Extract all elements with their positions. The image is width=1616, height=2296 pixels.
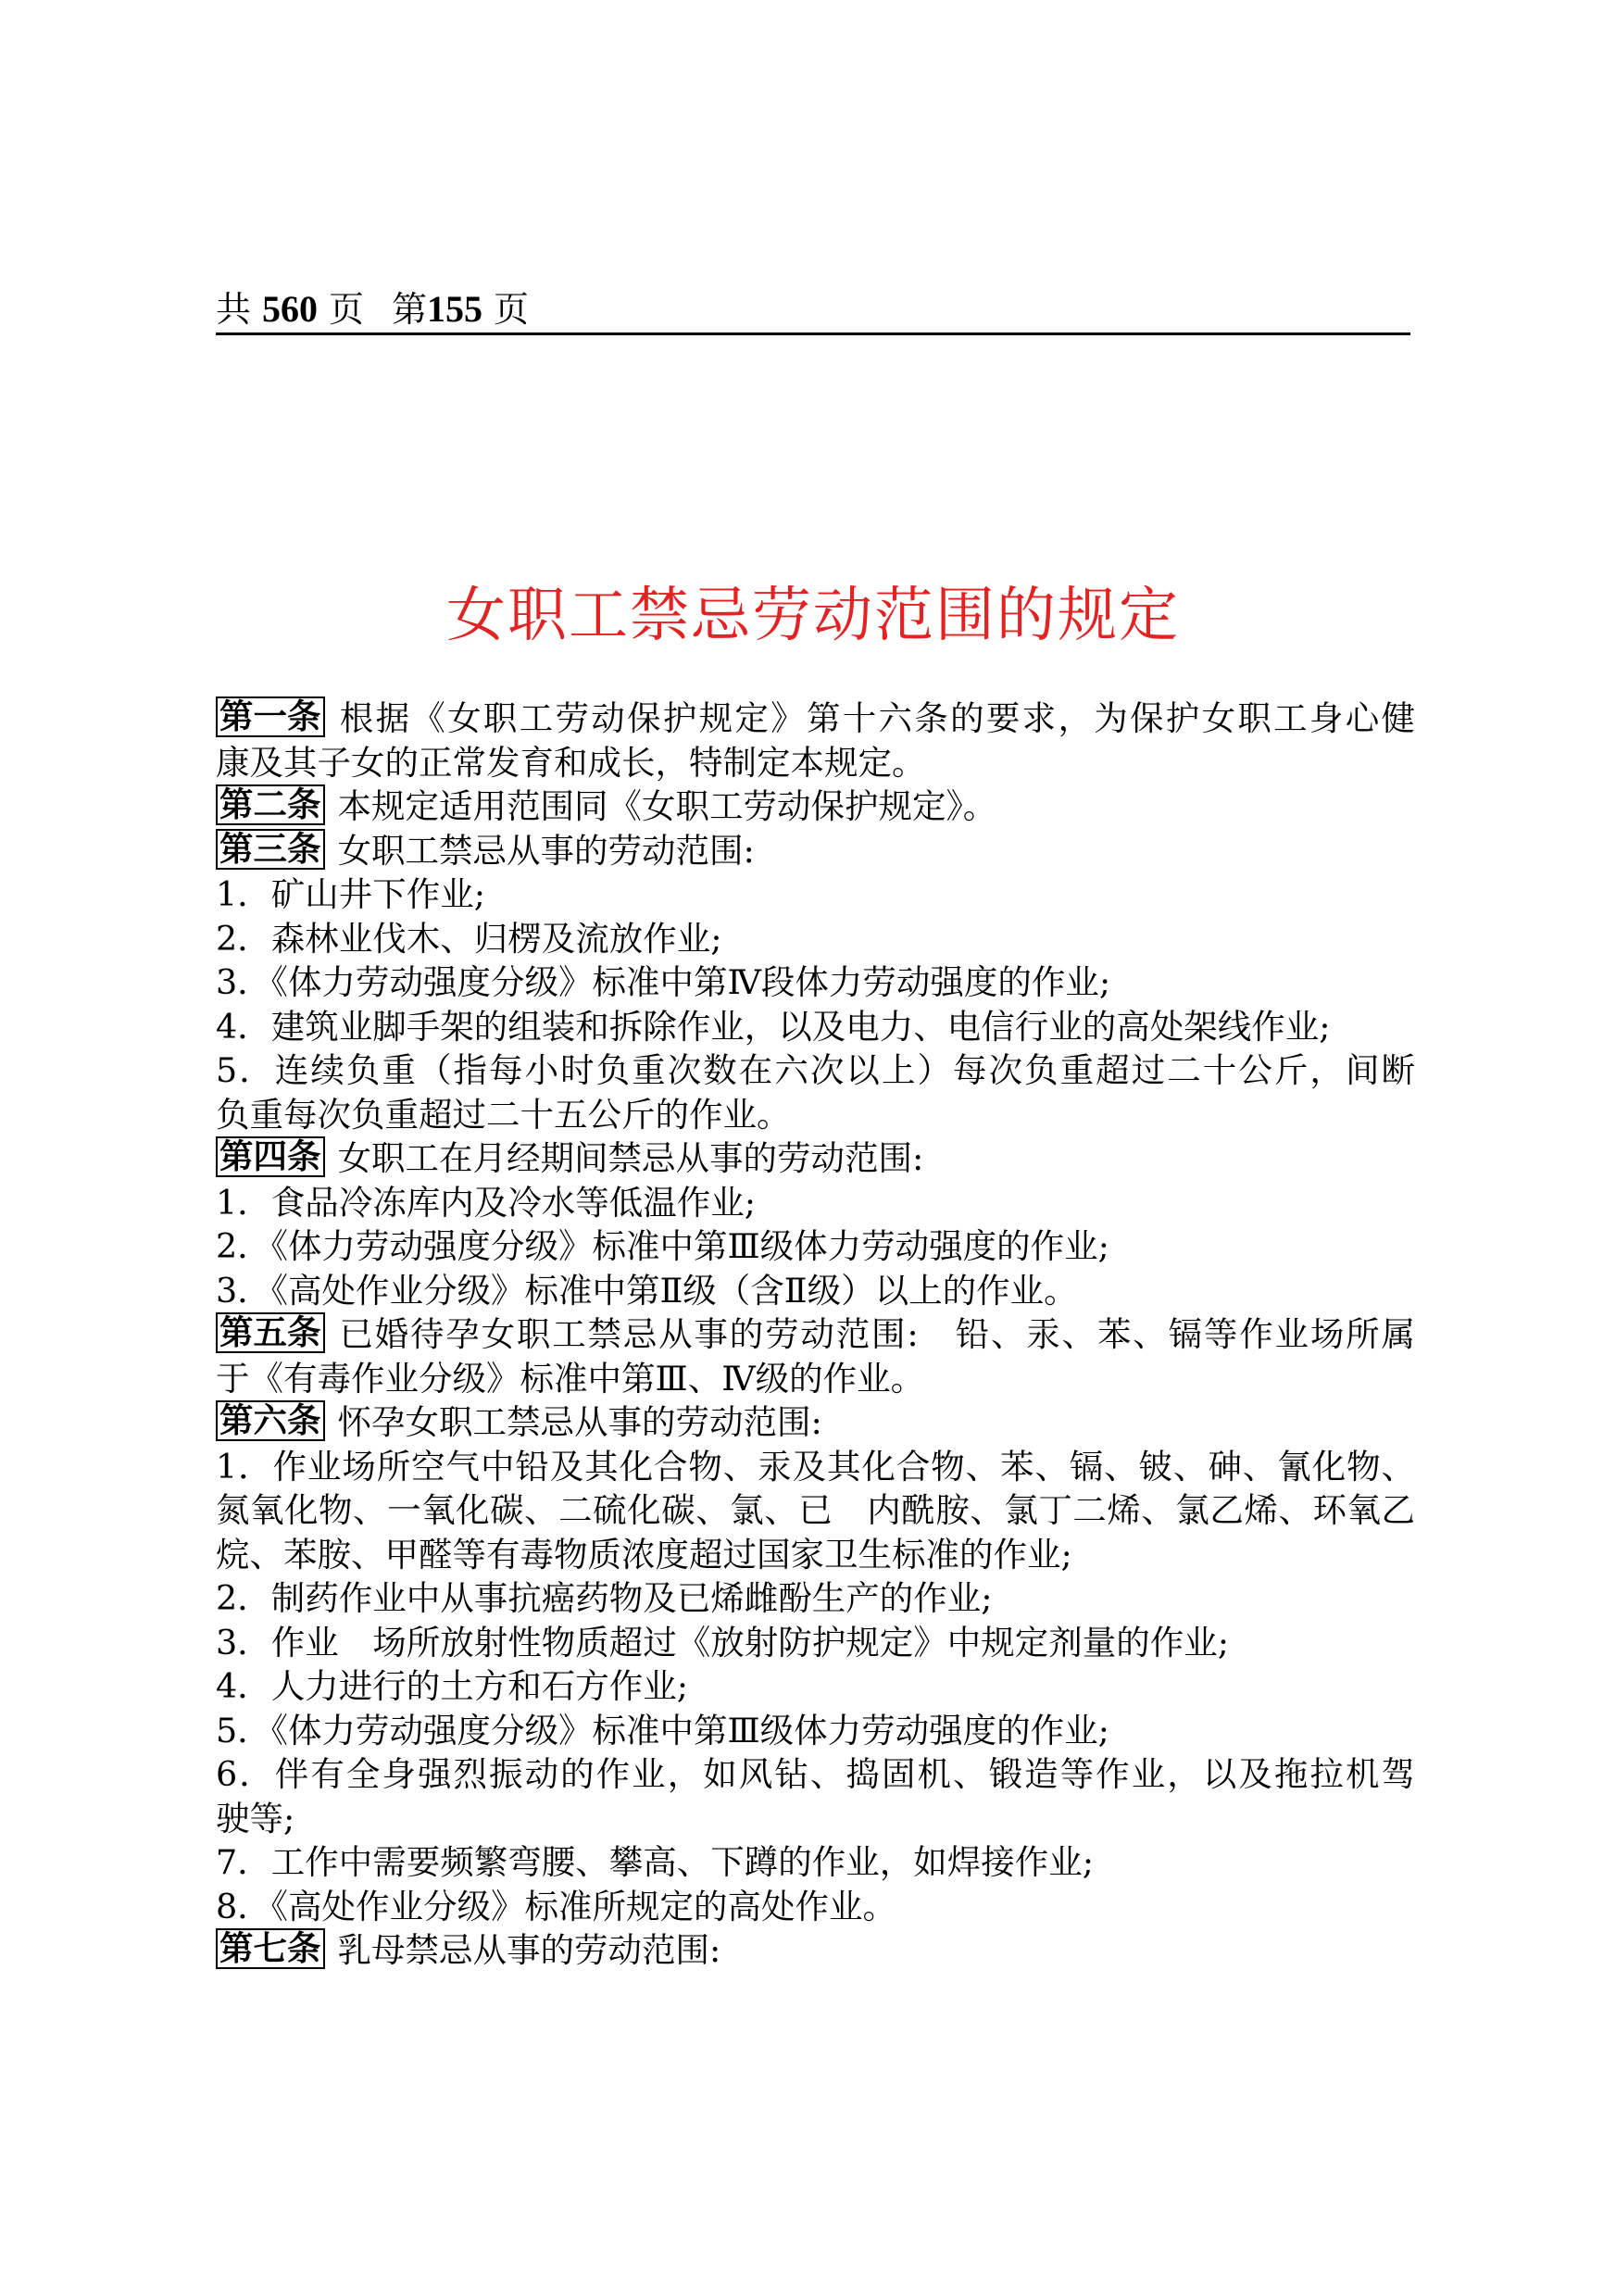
text-line bbox=[216, 1093, 1415, 1137]
line-text: 5．《体力劳动强度分级》标准中第Ⅲ级体力劳动强度的作业; bbox=[216, 1710, 1109, 1750]
current-suffix: 页 bbox=[494, 289, 530, 330]
text-line bbox=[216, 1357, 1415, 1401]
line-text: 1．作业场所空气中铅及其化合物、汞及其化合物、苯、镉、铍、砷、氰化物、 bbox=[216, 1446, 1415, 1487]
line-text: 本规定适用范围同《女职工劳动保护规定》。 bbox=[337, 786, 997, 826]
article-label: 第七条 bbox=[216, 1928, 325, 1969]
line-text: 7．工作中需要频繁弯腰、攀高、下蹲的作业，如焊接作业; bbox=[216, 1842, 1095, 1882]
text-line bbox=[216, 917, 1415, 961]
article-line bbox=[216, 784, 1415, 829]
line-text: 3．《高处作业分级》标准中第Ⅱ级（含Ⅱ级）以上的作业。 bbox=[216, 1270, 1078, 1311]
text-line bbox=[216, 1005, 1415, 1049]
line-text: 1．矿山井下作业; bbox=[216, 874, 486, 914]
line-text: 3．作业 场所放射性物质超过《放射防护规定》中规定剂量的作业; bbox=[216, 1622, 1230, 1662]
total-prefix: 共 bbox=[216, 289, 252, 330]
line-text: 怀孕女职工禁忌从事的劳动范围: bbox=[337, 1402, 822, 1442]
article-line bbox=[216, 1400, 1415, 1445]
article-label: 第四条 bbox=[216, 1136, 325, 1177]
text-line bbox=[216, 1224, 1415, 1269]
text-line bbox=[216, 1181, 1415, 1225]
article-line bbox=[216, 1928, 1415, 1973]
line-text: 已婚待孕女职工禁忌从事的劳动范围: 铅、汞、苯、镉等作业场所属 bbox=[337, 1314, 1415, 1354]
article-label: 第六条 bbox=[216, 1400, 325, 1441]
line-text: 氮氧化物、一氧化碳、二硫化碳、氯、已 内酰胺、氯丁二烯、氯乙烯、环氧乙 bbox=[216, 1490, 1415, 1530]
page-header bbox=[216, 285, 1410, 333]
text-line bbox=[216, 1048, 1415, 1093]
article-line bbox=[216, 1312, 1415, 1357]
article-label: 第二条 bbox=[216, 784, 325, 825]
line-text: 2．《体力劳动强度分级》标准中第Ⅲ级体力劳动强度的作业; bbox=[216, 1226, 1109, 1266]
line-text: 8．《高处作业分级》标准所规定的高处作业。 bbox=[216, 1886, 896, 1926]
text-line bbox=[216, 1576, 1415, 1621]
text-line bbox=[216, 1533, 1415, 1577]
line-text: 女职工禁忌从事的劳动范围: bbox=[337, 830, 755, 871]
line-text: 2．制药作业中从事抗癌药物及已烯雌酚生产的作业; bbox=[216, 1578, 993, 1618]
line-text: 5．连续负重（指每小时负重次数在六次以上）每次负重超过二十公斤，间断 bbox=[216, 1050, 1415, 1090]
line-text: 驶等; bbox=[216, 1798, 295, 1838]
text-line bbox=[216, 1840, 1415, 1885]
current-prefix: 第 bbox=[392, 289, 428, 330]
text-line bbox=[216, 741, 1415, 785]
line-text: 负重每次负重超过二十五公斤的作业。 bbox=[216, 1094, 791, 1135]
article-label: 第一条 bbox=[216, 696, 325, 737]
text-line bbox=[216, 1621, 1415, 1665]
text-line bbox=[216, 1269, 1415, 1313]
line-text: 于《有毒作业分级》标准中第Ⅲ、Ⅳ级的作业。 bbox=[216, 1358, 925, 1399]
document-body bbox=[216, 696, 1415, 1973]
line-text: 3．《体力劳动强度分级》标准中第Ⅳ段体力劳动强度的作业; bbox=[216, 962, 1111, 1002]
text-line bbox=[216, 1488, 1415, 1533]
document-title: 女职工禁忌劳动范围的规定 bbox=[446, 582, 1180, 650]
line-text: 康及其子女的正常发育和成长，特制定本规定。 bbox=[216, 742, 926, 783]
article-line bbox=[216, 696, 1415, 741]
article-line bbox=[216, 1136, 1415, 1181]
header-rule bbox=[216, 332, 1410, 335]
total-suffix: 页 bbox=[329, 289, 365, 330]
line-text: 乳母禁忌从事的劳动范围: bbox=[337, 1930, 721, 1970]
line-text: 女职工在月经期间禁忌从事的劳动范围: bbox=[337, 1138, 924, 1178]
article-label: 第三条 bbox=[216, 829, 325, 870]
total-pages: 560 bbox=[262, 288, 319, 330]
line-text: 根据《女职工劳动保护规定》第十六条的要求，为保护女职工身心健 bbox=[337, 698, 1415, 738]
text-line bbox=[216, 1797, 1415, 1841]
current-page: 155 bbox=[427, 288, 483, 330]
text-line bbox=[216, 1752, 1415, 1797]
text-line bbox=[216, 872, 1415, 917]
text-line bbox=[216, 1445, 1415, 1489]
line-text: 4．人力进行的土方和石方作业; bbox=[216, 1666, 689, 1706]
article-label: 第五条 bbox=[216, 1312, 325, 1353]
line-text: 烷、苯胺、甲醛等有毒物质浓度超过国家卫生标准的作业; bbox=[216, 1534, 1072, 1575]
line-text: 6．伴有全身强烈振动的作业，如风钻、捣固机、锻造等作业，以及拖拉机驾 bbox=[216, 1754, 1415, 1794]
line-text: 1．食品冷冻库内及冷水等低温作业; bbox=[216, 1182, 757, 1223]
text-line bbox=[216, 1664, 1415, 1709]
text-line bbox=[216, 1709, 1415, 1753]
article-line bbox=[216, 829, 1415, 873]
text-line bbox=[216, 1885, 1415, 1929]
line-text: 2．森林业伐木、归楞及流放作业; bbox=[216, 918, 722, 959]
text-line bbox=[216, 960, 1415, 1005]
line-text: 4．建筑业脚手架的组装和拆除作业，以及电力、电信行业的高处架线作业; bbox=[216, 1006, 1331, 1047]
